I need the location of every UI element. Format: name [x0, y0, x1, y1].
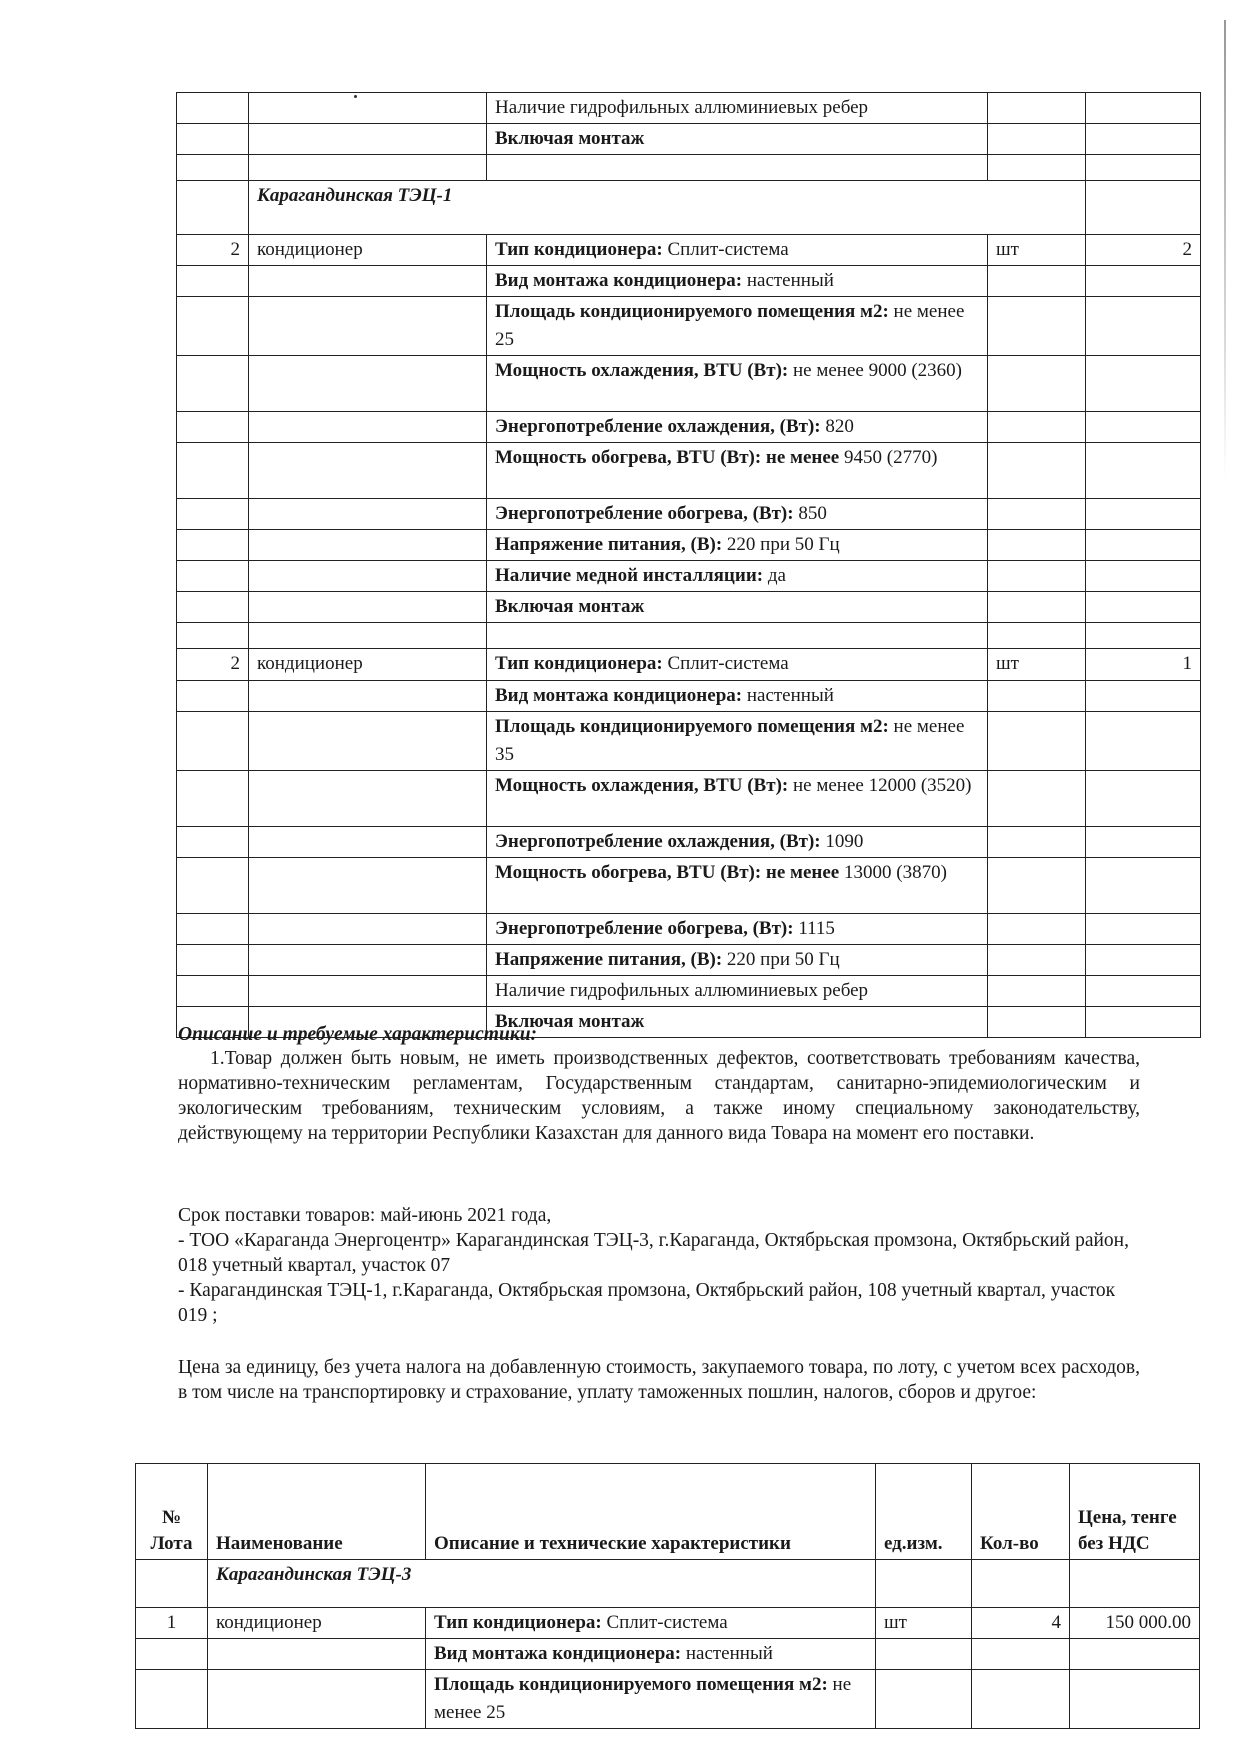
- section-title-row: [177, 181, 1201, 235]
- lot-number: 2: [177, 235, 249, 266]
- lot-number: 2: [177, 649, 249, 681]
- table-row: Наличие гидрофильных аллюминиевых ребер: [177, 976, 1201, 1007]
- col-header-price: Цена, тенге без НДС: [1070, 1464, 1200, 1560]
- col-header-lot: № Лота: [136, 1464, 208, 1560]
- table-row: Вид монтажа кондиционера: настенный: [177, 681, 1201, 712]
- scan-edge-artifact: [1224, 20, 1226, 480]
- col-header-name: Наименование: [208, 1464, 426, 1560]
- section-title-row: [136, 1560, 1200, 1608]
- table-row: Энергопотребление обогрева, (Вт): 850: [177, 499, 1201, 530]
- table-row: Энергопотребление охлаждения, (Вт): 1090: [177, 827, 1201, 858]
- spec-table-continuation: [176, 92, 1201, 1038]
- table-row: 2 кондиционер Тип кондиционера: Сплит-система шт 2: [177, 235, 1201, 266]
- spec-text: Наличие гидрофильных аллюминиевых ребер: [487, 93, 988, 124]
- table-row: Вид монтажа кондиционера: настенный: [177, 266, 1201, 297]
- section-title: Карагандинская ТЭЦ-3: [208, 1560, 876, 1608]
- item-name: кондиционер: [249, 235, 487, 266]
- price-table: [135, 1463, 1200, 1729]
- table-row: Площадь кондиционируемого помещения м2: не менее 35: [177, 712, 1201, 771]
- table-row: [177, 93, 1201, 124]
- quantity: 4: [972, 1608, 1070, 1639]
- col-header-description: Описание и технические характеристики: [426, 1464, 876, 1560]
- table-row: [177, 124, 1201, 155]
- section-title: Карагандинская ТЭЦ-1: [249, 181, 1086, 235]
- spec-text: Включая монтаж: [495, 128, 645, 149]
- description-body: 1.Товар должен быть новым, не иметь производственных дефектов, соответствовать требованиям качества, нормативно-техническим регламентам, Государственным стандартам, санитарно-эпидемиологическим и экологическим требованиям, техническим условиям, а также иному специальному законодательству, действующему на территории Республики Казахстан для данного вида Товара на момент его поставки.: [178, 1048, 1140, 1144]
- col-header-qty: Кол-во: [972, 1464, 1070, 1560]
- delivery-line: - Карагандинская ТЭЦ-1, г.Караганда, Октябрьская промзона, Октябрьский район, 108 учетный квартал, участок 019 ;: [178, 1280, 1116, 1326]
- table-row: Энергопотребление обогрева, (Вт): 1115: [177, 914, 1201, 945]
- table-row: Включая монтаж: [177, 592, 1201, 623]
- lot-number: 1: [136, 1608, 208, 1639]
- unit-price: 150 000.00: [1070, 1608, 1200, 1639]
- table-row: [177, 623, 1201, 649]
- col-header-unit: ед.изм.: [876, 1464, 972, 1560]
- table-row: Мощность обогрева, BTU (Вт): не менее 13000 (3870): [177, 858, 1201, 914]
- table-row: 2 кондиционер Тип кондиционера: Сплит-система шт 1: [177, 649, 1201, 681]
- item-name: кондиционер: [208, 1608, 426, 1639]
- delivery-line: - ТОО «Караганда Энергоцентр» Карагандинская ТЭЦ-3, г.Караганда, Октябрьская промзона, Октябрьский район, 018 учетный квартал, участок 07: [178, 1230, 1129, 1276]
- description-heading: Описание и требуемые характеристики:: [178, 1024, 538, 1045]
- table-row: Напряжение питания, (В): 220 при 50 Гц: [177, 530, 1201, 561]
- price-terms: Цена за единицу, без учета налога на добавленную стоимость, закупаемого товара, по лоту, с учетом всех расходов, в том числе на транспортировку и страхование, уплату таможенных пошлин, налогов, сборов и другое:: [178, 1357, 1140, 1403]
- unit: шт: [876, 1608, 972, 1639]
- delivery-line: Срок поставки товаров: май-июнь 2021 года,: [178, 1205, 552, 1226]
- table-row: Энергопотребление охлаждения, (Вт): 820: [177, 412, 1201, 443]
- table-row: Вид монтажа кондиционера: настенный: [136, 1639, 1200, 1670]
- table-row: Включая монтаж: [177, 1007, 1201, 1038]
- table-row: Напряжение питания, (В): 220 при 50 Гц: [177, 945, 1201, 976]
- header-row: [136, 1464, 1200, 1560]
- table-row: Наличие медной инсталляции: да: [177, 561, 1201, 592]
- table-row: 1 кондиционер Тип кондиционера: Сплит-система шт 4 150 000.00: [136, 1608, 1200, 1639]
- table-row: Мощность обогрева, BTU (Вт): не менее 9450 (2770): [177, 443, 1201, 499]
- table-row: Площадь кондиционируемого помещения м2: не менее 25: [177, 297, 1201, 356]
- unit: шт: [988, 235, 1086, 266]
- table-row: [177, 155, 1201, 181]
- item-name: кондиционер: [249, 649, 487, 681]
- table-row: Площадь кондиционируемого помещения м2: не менее 25: [136, 1670, 1200, 1729]
- unit: шт: [988, 649, 1086, 681]
- quantity: 1: [1086, 649, 1201, 681]
- table-row: Мощность охлаждения, BTU (Вт): не менее 12000 (3520): [177, 771, 1201, 827]
- table-row: Мощность охлаждения, BTU (Вт): не менее 9000 (2360): [177, 356, 1201, 412]
- delivery-terms: [178, 1203, 1140, 1328]
- quantity: 2: [1086, 235, 1201, 266]
